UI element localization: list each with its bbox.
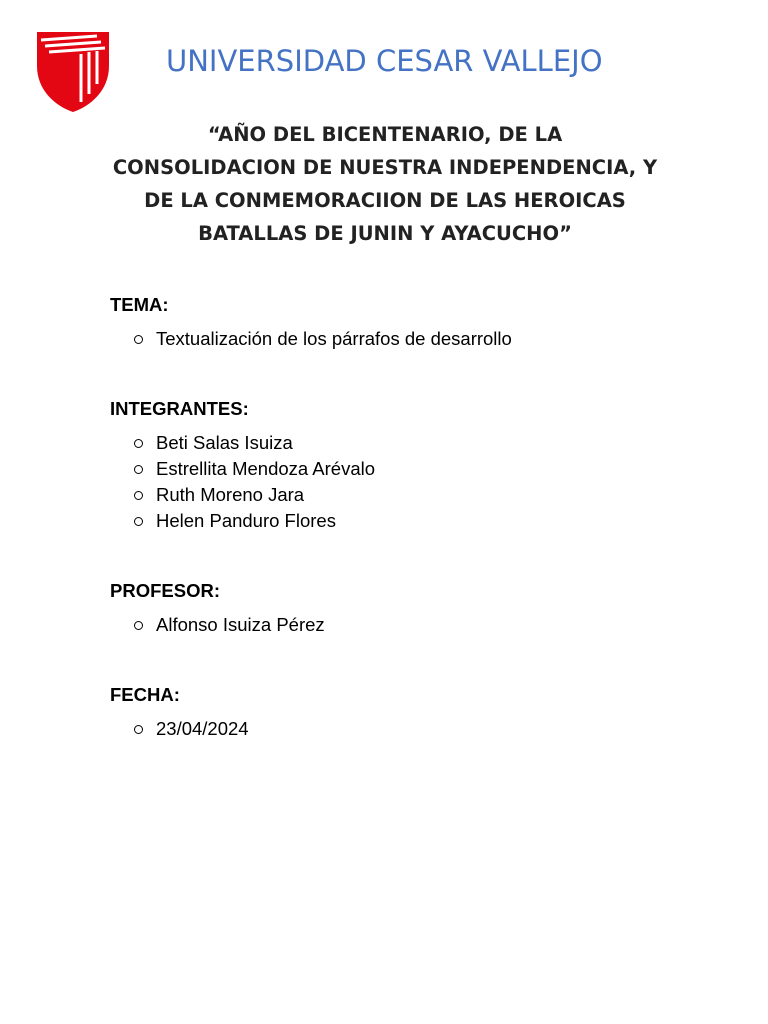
motto-line: BATALLAS DE JUNIN Y AYACUCHO” [198, 222, 572, 245]
circle-bullet-icon [134, 621, 143, 630]
fecha-list [110, 716, 249, 742]
list-item-text: 23/04/2024 [156, 718, 249, 739]
motto-line: DE LA CONMEMORACIION DE LAS HEROICAS [144, 189, 626, 212]
motto-line: CONSOLIDACION DE NUESTRA INDEPENDENCIA, Y [112, 156, 658, 179]
list-item [110, 482, 375, 508]
list-item-text: Estrellita Mendoza Arévalo [156, 458, 376, 479]
circle-bullet-icon [134, 491, 143, 500]
university-name: UNIVERSIDAD CESAR VALLEJO [166, 44, 603, 78]
list-item [110, 456, 375, 482]
profesor-list [110, 612, 325, 638]
list-item-text: Helen Panduro Flores [156, 510, 336, 531]
list-item-text: Textualización de los párrafos de desarrollo [156, 328, 512, 349]
circle-bullet-icon [134, 335, 143, 344]
section-fecha [110, 684, 249, 742]
circle-bullet-icon [134, 439, 143, 448]
list-item-text: Alfonso Isuiza Pérez [156, 614, 325, 635]
list-item-text: Beti Salas Isuiza [156, 432, 293, 453]
circle-bullet-icon [134, 465, 143, 474]
section-heading-tema: TEMA: [110, 294, 169, 315]
ucv-shield-logo-icon [37, 32, 109, 112]
list-item [110, 430, 375, 456]
list-item-text: Ruth Moreno Jara [156, 484, 305, 505]
motto-line: “AÑO DEL BICENTENARIO, DE LA [207, 123, 563, 146]
tema-list [110, 326, 512, 352]
year-motto [90, 118, 680, 250]
list-item [110, 716, 249, 742]
list-item [110, 508, 375, 534]
circle-bullet-icon [134, 517, 143, 526]
section-integrantes [110, 398, 375, 534]
section-profesor [110, 580, 325, 638]
list-item [110, 326, 512, 352]
section-heading-fecha: FECHA: [110, 684, 180, 705]
section-heading-profesor: PROFESOR: [110, 580, 220, 601]
section-heading-integrantes: INTEGRANTES: [110, 398, 249, 419]
list-item [110, 612, 325, 638]
circle-bullet-icon [134, 725, 143, 734]
section-tema [110, 294, 512, 352]
integrantes-list [110, 430, 375, 534]
